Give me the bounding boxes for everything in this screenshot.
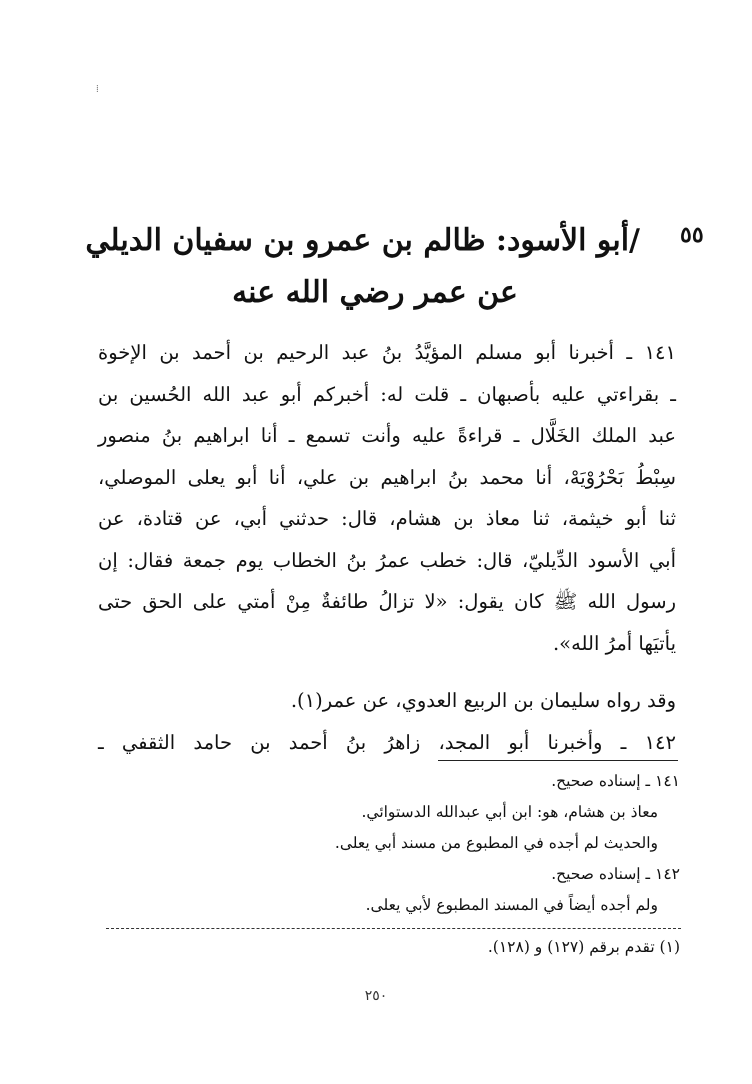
text-line: رسول الله ﷺ كان يقول: «لا تزالُ طائفةٌ مِنْ أمتي على الحق حتى [98, 590, 676, 613]
note-141-a: معاذ بن هشام، هو: ابن أبي عبدالله الدستوائي. [361, 803, 658, 821]
note-142-a: ولم أجده أيضاً في المسند المطبوع لأبي يعلى. [365, 896, 658, 914]
hadith-text [98, 332, 676, 763]
note-141-head: ١٤١ ـ إسناده صحيح. [551, 772, 680, 790]
text-line: يأتيَها أمرُ الله». [552, 631, 676, 655]
footnote-separator [106, 928, 681, 929]
text-line: أبي الأسود الدِّيليّ، قال: خطب عمرُ بنُ الخطاب يوم جمعة فقال: إن [98, 548, 676, 572]
note-141-b: والحديث لم أجده في المطبوع من مسند أبي يعلى. [334, 834, 658, 852]
title-line-2: عن عمر رضي الله عنه [232, 275, 518, 310]
notes-divider [438, 760, 678, 761]
hadith-142-start: ١٤٢ ـ وأخبرنا أبو المجد، زاهرُ بنُ أحمد بن حامد الثقفي ـ [98, 730, 676, 754]
text-line: سِبْطُ بَحْرُوْيَهْ، أنا محمد بنُ ابراهيم بن علي، أنا أبو يعلى الموصلي، [98, 465, 676, 489]
margin-marks: ⁞ [96, 84, 99, 95]
page-number: ٢٥٠ [364, 988, 388, 1004]
text-line: ١٤١ ـ أخبرنا أبو مسلم المؤيَّدُ بنُ عبد الرحيم بن أحمد بن الإخوة [98, 341, 676, 364]
text-line: عبد الملك الخَلَّال ـ قراءةً عليه وأنت تسمع ـ أنا ابراهيم بنُ منصور [98, 424, 676, 447]
text-line: ثنا أبو خيثمة، ثنا معاذ بن هشام، قال: حدثني أبي، عن قتادة، عن [98, 507, 676, 530]
paragraph-gap [98, 664, 676, 680]
footnote: (١) تقدم برقم (١٢٧) و (١٢٨). [487, 938, 680, 956]
text-line: ـ بقراءتي عليه بأصبهان ـ قلت له: أخبركم أبو عبد الله الحُسين بن [98, 382, 676, 406]
note-142-head: ١٤٢ ـ إسناده صحيح. [551, 865, 680, 883]
commentary-notes [290, 766, 680, 921]
folio-marker: ٥٥ [680, 222, 704, 248]
chapter-title [85, 215, 640, 319]
title-line-1: /أبو الأسود: ظالم بن عمرو بن سفيان الديلي [85, 223, 640, 258]
narration-note: وقد رواه سليمان بن الربيع العدوي، عن عمر(١). [290, 689, 676, 712]
